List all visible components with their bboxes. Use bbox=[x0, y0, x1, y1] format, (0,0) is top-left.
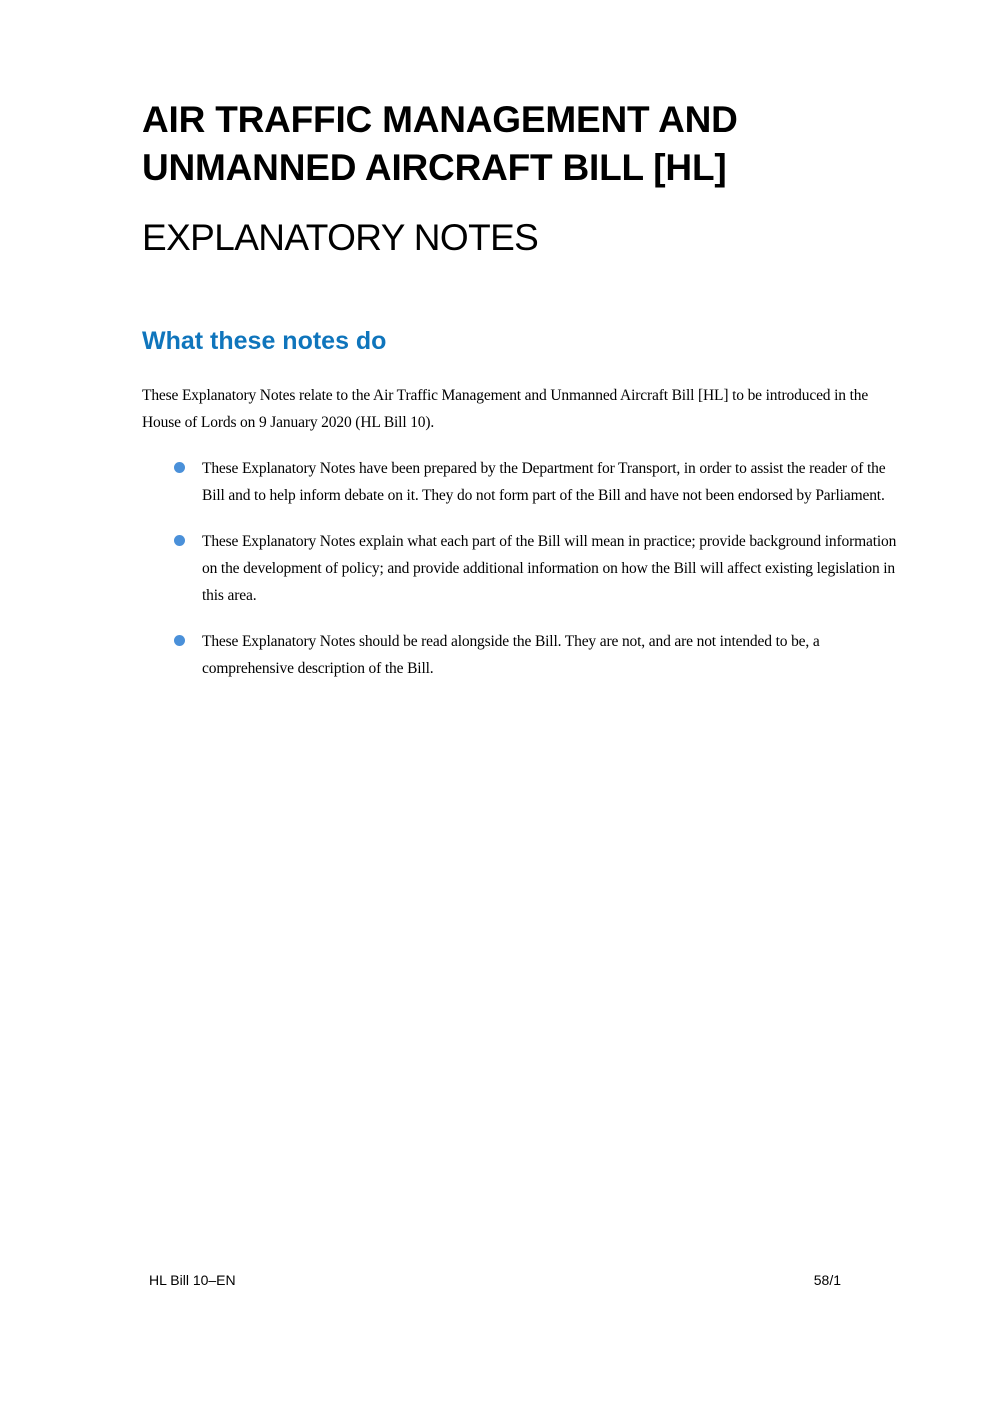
bullet-icon bbox=[174, 462, 185, 473]
bullet-text: These Explanatory Notes explain what each part of the Bill will mean in practice; provide background information on the development of policy; and provide additional information on how the Bill will affect existing legislation in this area. bbox=[202, 533, 897, 604]
list-item bbox=[142, 528, 902, 609]
section-heading: What these notes do bbox=[142, 327, 387, 355]
notes-bullet-list bbox=[142, 455, 902, 701]
list-item bbox=[142, 628, 902, 682]
bullet-icon bbox=[174, 635, 185, 646]
bullet-text: These Explanatory Notes have been prepared by the Department for Transport, in order to assist the reader of the Bill and to help inform debate on it. They do not form part of the Bill and have not been endorsed by Parliament. bbox=[202, 460, 886, 504]
bullet-text: These Explanatory Notes should be read alongside the Bill. They are not, and are not intended to be, a comprehensive description of the Bill. bbox=[202, 633, 820, 677]
document-subtitle: EXPLANATORY NOTES bbox=[142, 217, 539, 258]
intro-paragraph: These Explanatory Notes relate to the Air Traffic Management and Unmanned Aircraft Bill [HL] to be introduced in the House of Lords on 9 January 2020 (HL Bill 10). bbox=[142, 387, 869, 431]
footer-bill-reference: HL Bill 10–EN bbox=[149, 1272, 236, 1288]
footer-page-code: 58/1 bbox=[813, 1272, 841, 1288]
list-item bbox=[142, 455, 902, 509]
bullet-icon bbox=[174, 535, 185, 546]
document-title: AIR TRAFFIC MANAGEMENT AND UNMANNED AIRCRAFT BILL [HL] bbox=[142, 99, 738, 188]
